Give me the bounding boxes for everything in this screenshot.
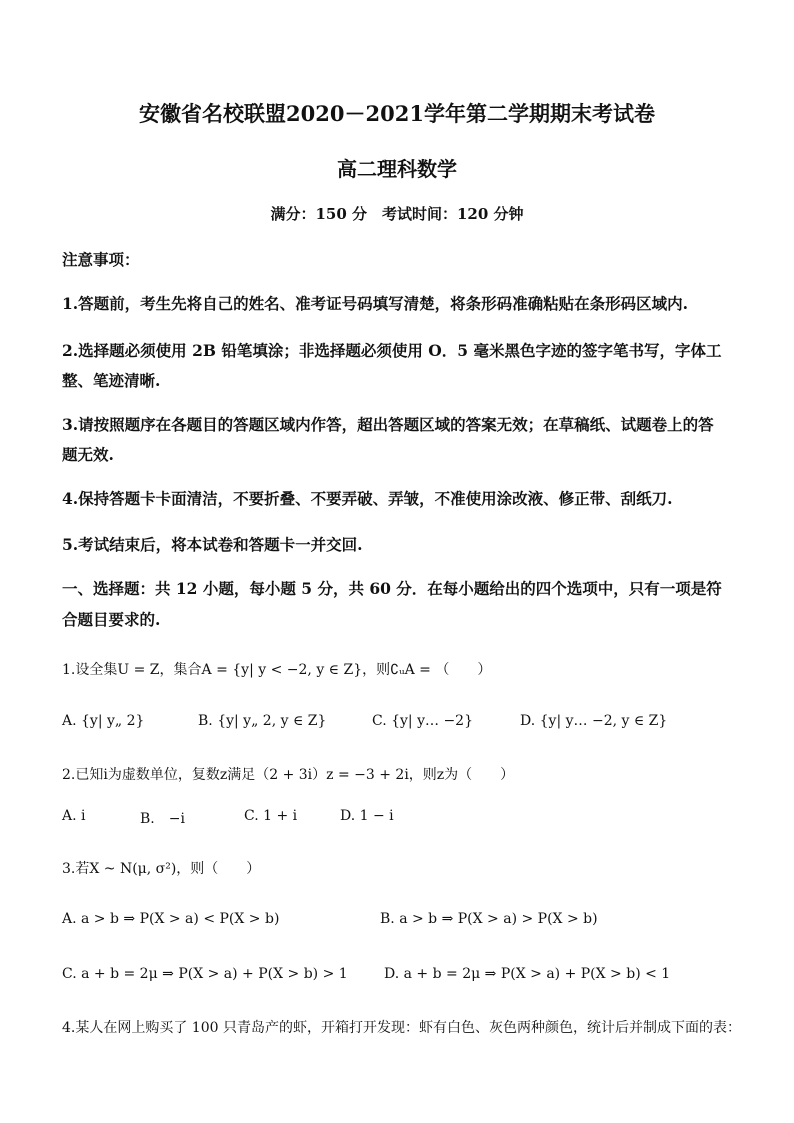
question-stem: 2.已知i为虚数单位，复数z满足（2 + 3i）z = −3 + 2i，则z为（ ） — [62, 767, 515, 783]
option-d: D. {y| y… −2, y ∈ Z} — [520, 713, 668, 729]
exam-subtitle: 高二理科数学 — [337, 157, 457, 181]
option-b: B. {y| y„ 2, y ∈ Z} — [198, 713, 327, 729]
option-a: A. i — [62, 808, 86, 824]
option-a: A. {y| y„ 2} — [62, 713, 145, 729]
option-a: A. a > b ⇒ P(X > a) < P(X > b) — [62, 911, 280, 927]
notes-heading: 注意事项： — [62, 250, 140, 269]
question-stem: 4.某人在网上购买了 100 只青岛产的虾，开箱打开发现：虾有白色、灰色两种颜色，统计后并制成下面的表： — [62, 1020, 741, 1036]
exam-meta: 满分：150 分 考试时间：120 分钟 — [270, 205, 524, 223]
question-stem: 3.若X ~ N(μ, σ²)，则（ ） — [62, 861, 261, 877]
note-line: 题无效. — [62, 445, 114, 464]
option-d: D. a + b = 2μ ⇒ P(X > a) + P(X > b) < 1 — [384, 966, 671, 982]
option-d: D. 1 − i — [340, 808, 394, 824]
option-b: B. −i — [140, 811, 185, 827]
exam-title: 安徽省名校联盟2020－2021学年第二学期期末考试卷 — [139, 101, 655, 126]
option-c: C. a + b = 2μ ⇒ P(X > a) + P(X > b) > 1 — [62, 966, 348, 982]
note-line: 2.选择题必须使用 2B 铅笔填涂；非选择题必须使用 O．5 毫米黑色字迹的签字笔书写，字体工 — [62, 341, 722, 360]
section-heading: 一、选择题：共 12 小题，每小题 5 分，共 60 分．在每小题给出的四个选项中，只有一项是符 — [62, 579, 722, 598]
section-heading: 合题目要求的. — [62, 610, 161, 629]
note-line: 1.答题前，考生先将自己的姓名、准考证号码填写清楚，将条形码准确粘贴在条形码区域内. — [62, 294, 689, 313]
note-line: 5.考试结束后，将本试卷和答题卡一并交回. — [62, 535, 363, 554]
option-b: B. a > b ⇒ P(X > a) > P(X > b) — [380, 911, 598, 927]
note-line: 整、笔迹清晰. — [62, 371, 161, 390]
question-stem: 1.设全集U = Z，集合A = {y| y < −2, y ∈ Z}，则∁ᵤA = （ ） — [62, 662, 492, 678]
note-line: 4.保持答题卡卡面清洁，不要折叠、不要弄破、弄皱，不准使用涂改液、修正带、刮纸刀. — [62, 489, 673, 508]
note-line: 3.请按照题序在各题目的答题区域内作答，超出答题区域的答案无效；在草稿纸、试题卷上的答 — [62, 415, 714, 434]
option-c: C. 1 + i — [244, 808, 298, 824]
option-c: C. {y| y… −2} — [372, 713, 474, 729]
